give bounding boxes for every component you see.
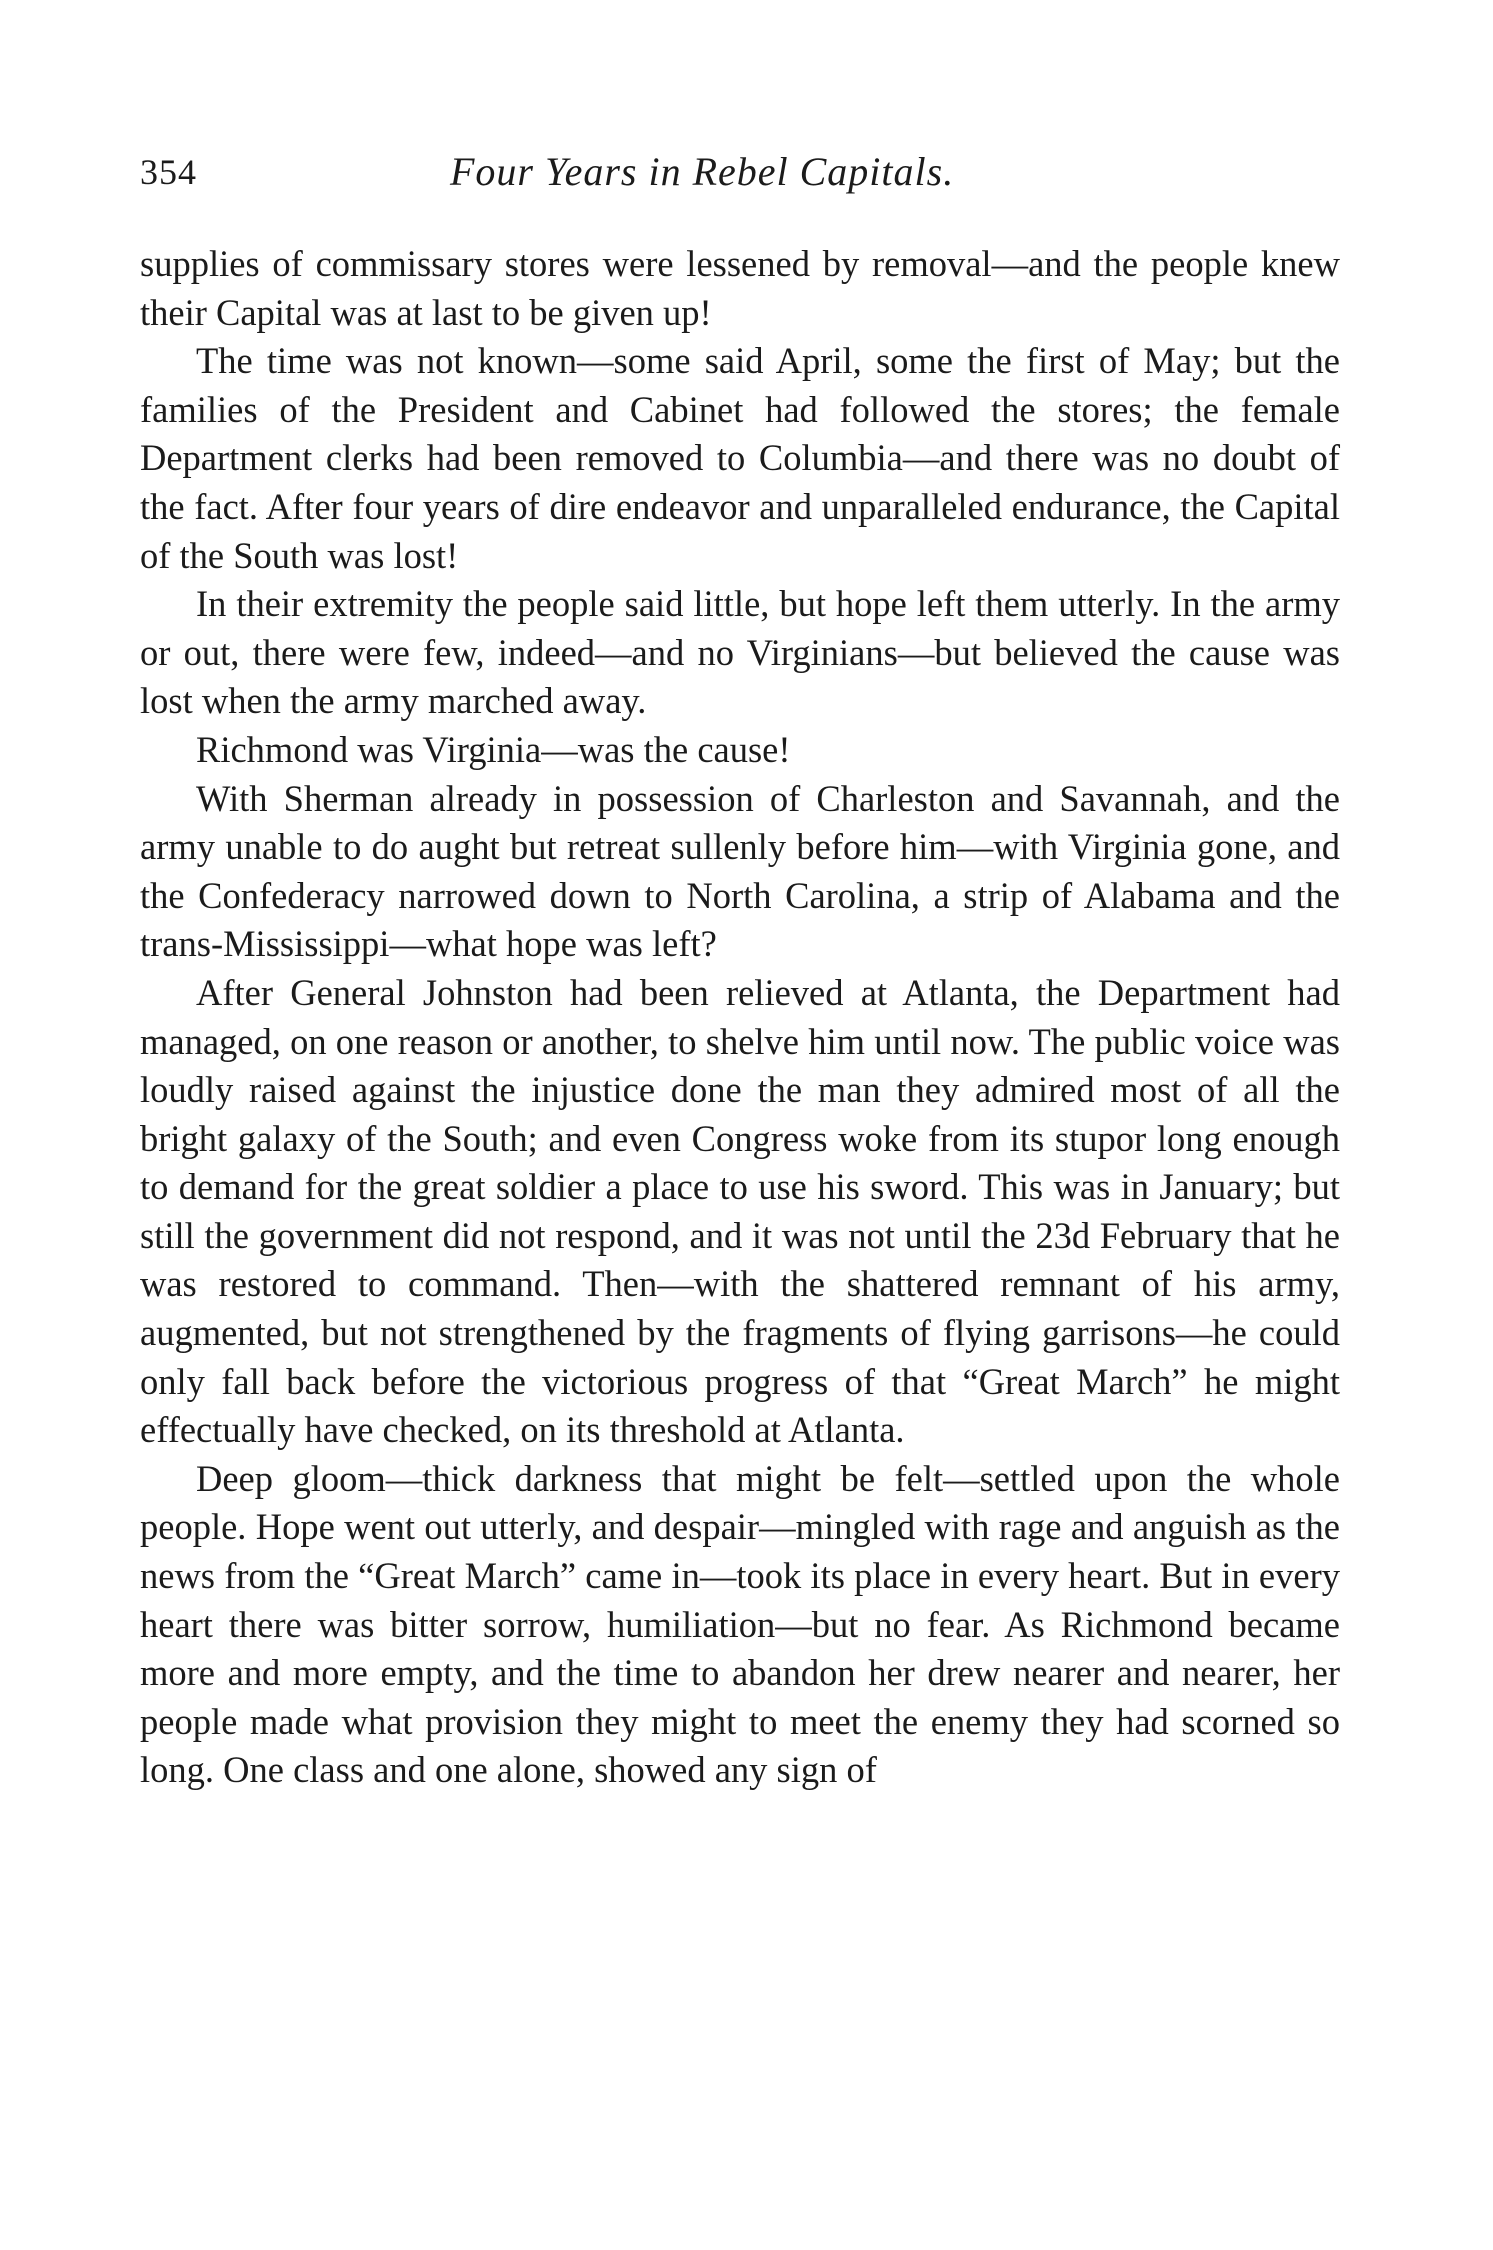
paragraph: In their extremity the people said little, but hope left them utterly. In the army or out, there were few, indeed—and no Virginians—but believed the cause was lost when the army marched away. (140, 583, 1340, 722)
page-number: 354 (140, 152, 197, 192)
book-title: Four Years in Rebel Capitals. (450, 149, 955, 194)
running-head (140, 150, 1340, 210)
paragraph-continued: supplies of commissary stores were lessened by removal—and the people knew their Capital was at last to be given up! (140, 243, 1340, 333)
paragraph: With Sherman already in possession of Charleston and Savannah, and the army unable to do aught but retreat sullenly before him—with Virginia gone, and the Confederacy narrowed down to North Carolina, a strip of Alabama and the trans-Mississippi—what hope was left? (140, 777, 1340, 965)
body-text (140, 240, 1340, 1795)
paragraph: After General Johnston had been relieved at Atlanta, the Department had managed, on one reason or another, to shelve him until now. The public voice was loudly raised against the injustice done the man they admired most of all the bright galaxy of the South; and even Congress woke from its stupor long enough to demand for the great soldier a place to use his sword. This was in January; but still the government did not respond, and it was not until the 23d February that he was restored to command. Then—with the shattered remnant of his army, augmented, but not strengthened by the fragments of flying garrisons—he could only fall back before the victorious progress of that “Great March” he might effectually have checked, on its threshold at Atlanta. (140, 971, 1340, 1451)
paragraph: The time was not known—some said April, some the first of May; but the families of the President and Cabinet had followed the stores; the female Department clerks had been removed to Columbia—and there was no doubt of the fact. After four years of dire endeavor and unparalleled endurance, the Capital of the South was lost! (140, 340, 1340, 576)
paragraph: Richmond was Virginia—was the cause! (196, 728, 791, 770)
paragraph: Deep gloom—thick darkness that might be felt—settled upon the whole people. Hope went out utterly, and despair—mingled with rage and anguish as the news from the “Great March” came in—took its place in every heart. But in every heart there was bitter sorrow, humiliation—but no fear. As Richmond became more and more empty, and the time to abandon her drew nearer and nearer, her people made what provision they might to meet the enemy they had scorned so long. One class and one alone, showed any sign of (140, 1457, 1340, 1791)
